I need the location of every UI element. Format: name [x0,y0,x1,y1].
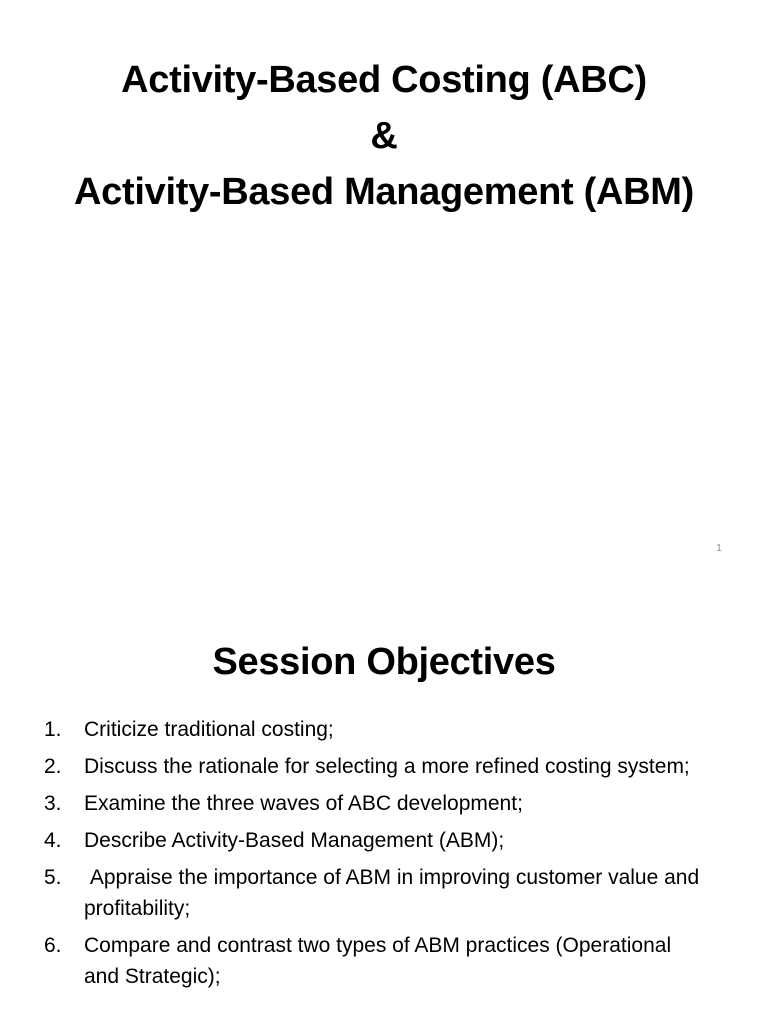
list-item [44,788,704,819]
list-item [44,930,704,992]
list-item-number: 4. [44,829,62,852]
title-line-ampersand: & [370,115,398,157]
page-number: 1 [716,543,722,554]
objectives-slide [0,608,768,1024]
list-item-text: Compare and contrast two types of ABM practices (Operational and Strategic); [84,934,672,988]
title-line-abm: Activity-Based Management (ABM) [74,171,694,213]
list-item [44,751,704,782]
list-item [44,862,704,924]
list-item-number: 3. [44,792,62,815]
list-item [44,714,704,745]
list-item-number: 2. [44,755,62,778]
title-line-abc: Activity-Based Costing (ABC) [121,59,647,101]
list-item-text: Describe Activity-Based Management (ABM); [84,829,505,852]
list-item-text: Examine the three waves of ABC development; [84,792,523,815]
slide-title [0,52,768,220]
session-objectives-title: Session Objectives [212,641,556,683]
list-item-text: Appraise the importance of ABM in improving customer value and profitability; [84,866,705,920]
list-item-text: Discuss the rationale for selecting a more refined costing system; [84,755,690,778]
list-item-number: 1. [44,718,62,741]
list-item-number: 6. [44,934,62,957]
objectives-list [44,714,704,998]
list-item [44,825,704,856]
list-item-number: 5. [44,866,62,889]
list-item-text: Criticize traditional costing; [84,718,334,741]
